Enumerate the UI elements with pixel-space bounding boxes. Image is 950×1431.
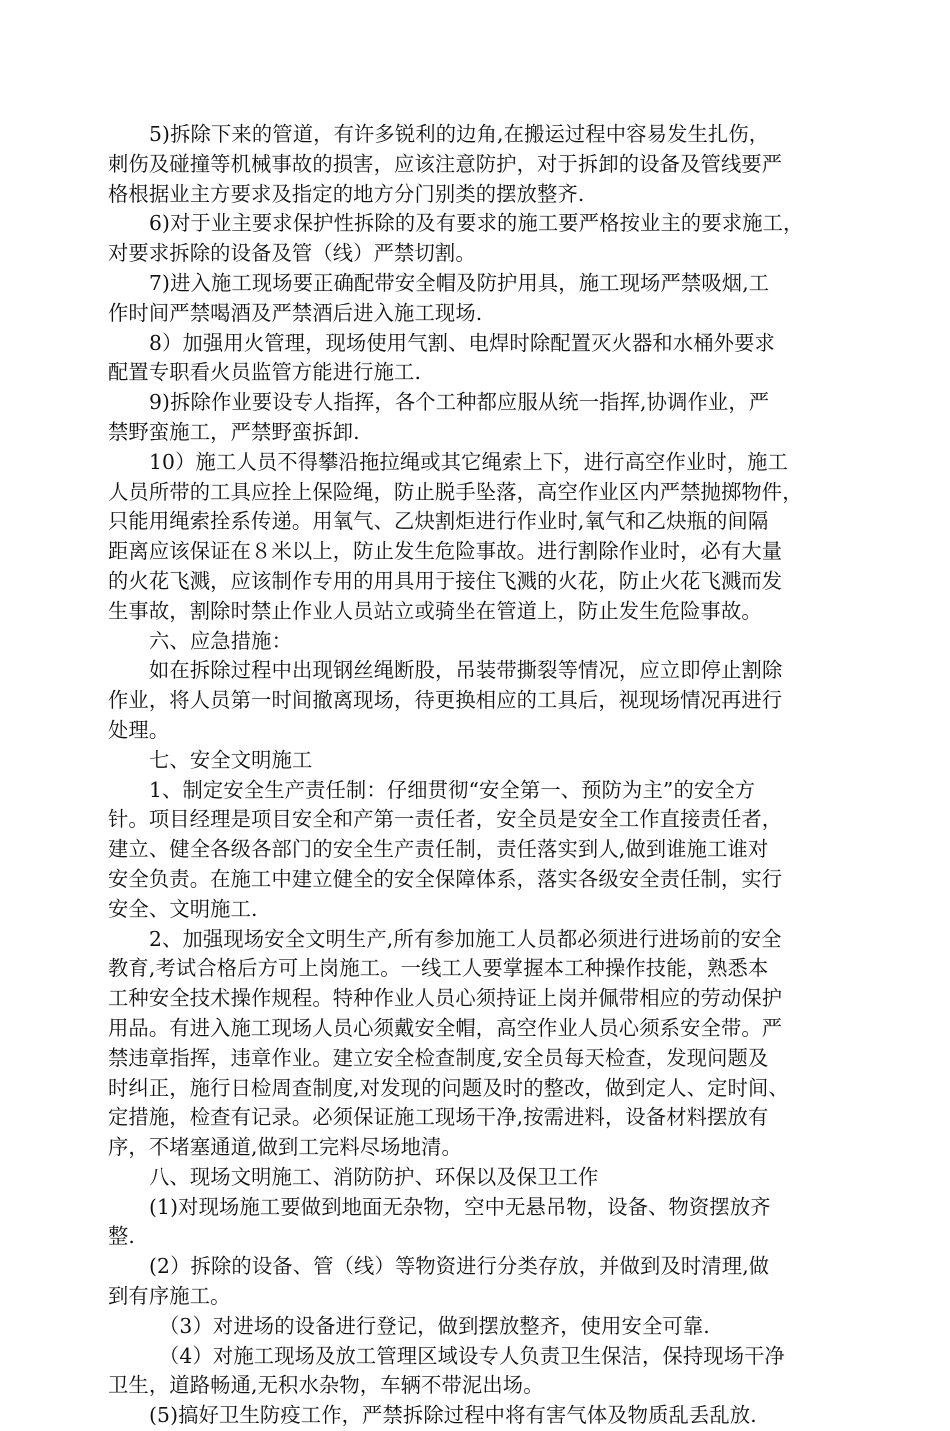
text-line: 格根据业主方要求及指定的地方分门别类的摆放整齐. [108,181,585,206]
text-line: 2、加强现场安全文明生产,所有参加施工人员都必须进行进场前的安全 [149,926,782,951]
text-line: 禁违章指挥，违章作业。建立安全检查制度,安全员每天检查，发现问题及 [108,1045,769,1070]
text-line: 对要求拆除的设备及管（线）严禁切割。 [108,241,476,266]
text-line: 处理。 [108,717,170,742]
text-line: 距离应该保证在８米以上，防止发生危险事故。进行割除作业时，必有大量 [108,539,783,564]
text-line: 时纠正，施行日检周查制度,对发现的问题及时的整改，做到定人、定时间、 [108,1075,789,1100]
text-line: 配置专职看火员监管方能进行施工. [108,360,422,385]
text-line: 针。项目经理是项目安全和产第一责任者，安全员是安全工作直接责任者， [108,807,783,832]
text-line: 定措施，检查有记录。必须保证施工现场干净,按需进料，设备材料摆放有 [108,1105,769,1130]
text-line: 9)拆除作业要设专人指挥，各个工种都应服从统一指挥,协调作业，严 [149,390,770,415]
text-line: 安全负责。在施工中建立健全的安全保障体系，落实各级安全责任制，实行 [108,866,783,891]
text-line: 七、安全文明施工 [149,747,313,772]
text-line: 八、现场文明施工、消防防护、环保以及保卫工作 [149,1164,599,1189]
text-line: 的火花飞溅，应该制作专用的用具用于接住飞溅的火花，防止火花飞溅而发 [108,568,783,593]
text-line: 序，不堵塞通道,做到工完料尽场地清。 [108,1135,462,1160]
text-line: (5)搞好卫生防疫工作，严禁拆除过程中将有害气体及物质乱丢乱放. [149,1403,757,1428]
text-line: (2）拆除的设备、管（线）等物资进行分类存放，并做到及时清理,做 [149,1254,770,1279]
text-line: 5)拆除下来的管道，有许多锐利的边角,在搬运过程中容易发生扎伤， [149,122,770,146]
text-line: 禁野蛮施工，严禁野蛮拆卸. [108,419,360,444]
text-line: 工种安全技术操作规程。特种作业人员心须持证上岗并佩带相应的劳动保护 [108,986,783,1011]
text-line: 教育,考试合格后方可上岗施工。一线工人要掌握本工种操作技能，熟悉本 [108,956,769,981]
text-line: 用品。有进入施工现场人员心须戴安全帽，高空作业人员心须系安全带。严 [108,1015,783,1040]
text-line: （4）对施工现场及放工管理区域设专人负责卫生保洁，保持现场干净 [159,1343,785,1368]
text-line: 8）加强用火管理，现场使用气割、电焊时除配置灭火器和水桶外要求 [149,330,775,355]
text-line: 6)对于业主要求保护性拆除的及有要求的施工要严格按业主的要求施工， [149,211,804,236]
text-line: 如在拆除过程中出现钢丝绳断股，吊装带撕裂等情况，应立即停止割除 [149,658,783,683]
text-line: 刺伤及碰撞等机械事故的损害，应该注意防护，对于拆卸的设备及管线要严 [108,151,783,176]
text-line: 7)进入施工现场要正确配带安全帽及防护用具，施工现场严禁吸烟,工 [149,270,770,295]
text-line: 人员所带的工具应拴上保险绳，防止脱手坠落，高空作业区内严禁抛掷物件， [108,479,803,504]
text-line: （3）对进场的设备进行登记，做到摆放整齐，使用安全可靠. [159,1313,710,1338]
text-line: 10）施工人员不得攀沿拖拉绳或其它绳索上下，进行高空作业时，施工 [149,449,789,474]
text-line: 生事故，割除时禁止作业人员站立或骑坐在管道上，防止发生危险事故。 [108,598,762,623]
text-line: 卫生，道路畅通,无积水杂物，车辆不带泥出场。 [108,1373,544,1398]
text-line: 安全、文明施工. [108,896,258,921]
text-line: 到有序施工。 [108,1284,231,1309]
text-line: (1)对现场施工要做到地面无杂物，空中无悬吊物，设备、物资摆放齐 [149,1194,771,1219]
text-line: 六、应急措施： [149,628,293,653]
text-line: 只能用绳索拴系传递。用氧气、乙炔割炬进行作业时,氧气和乙炔瓶的间隔 [108,509,769,534]
text-line: 整. [108,1224,136,1249]
text-line: 作时间严禁喝酒及严禁酒后进入施工现场. [108,300,483,325]
text-line: 1、制定安全生产责任制：仔细贯彻“安全第一、预防为主”的安全方 [149,777,756,802]
text-line: 建立、健全各级各部门的安全生产责任制，责任落实到人,做到谁施工谁对 [108,837,769,862]
document-body [108,120,850,1431]
text-line: 作业，将人员第一时间撤离现场，待更换相应的工具后，视现场情况再进行 [108,688,783,713]
